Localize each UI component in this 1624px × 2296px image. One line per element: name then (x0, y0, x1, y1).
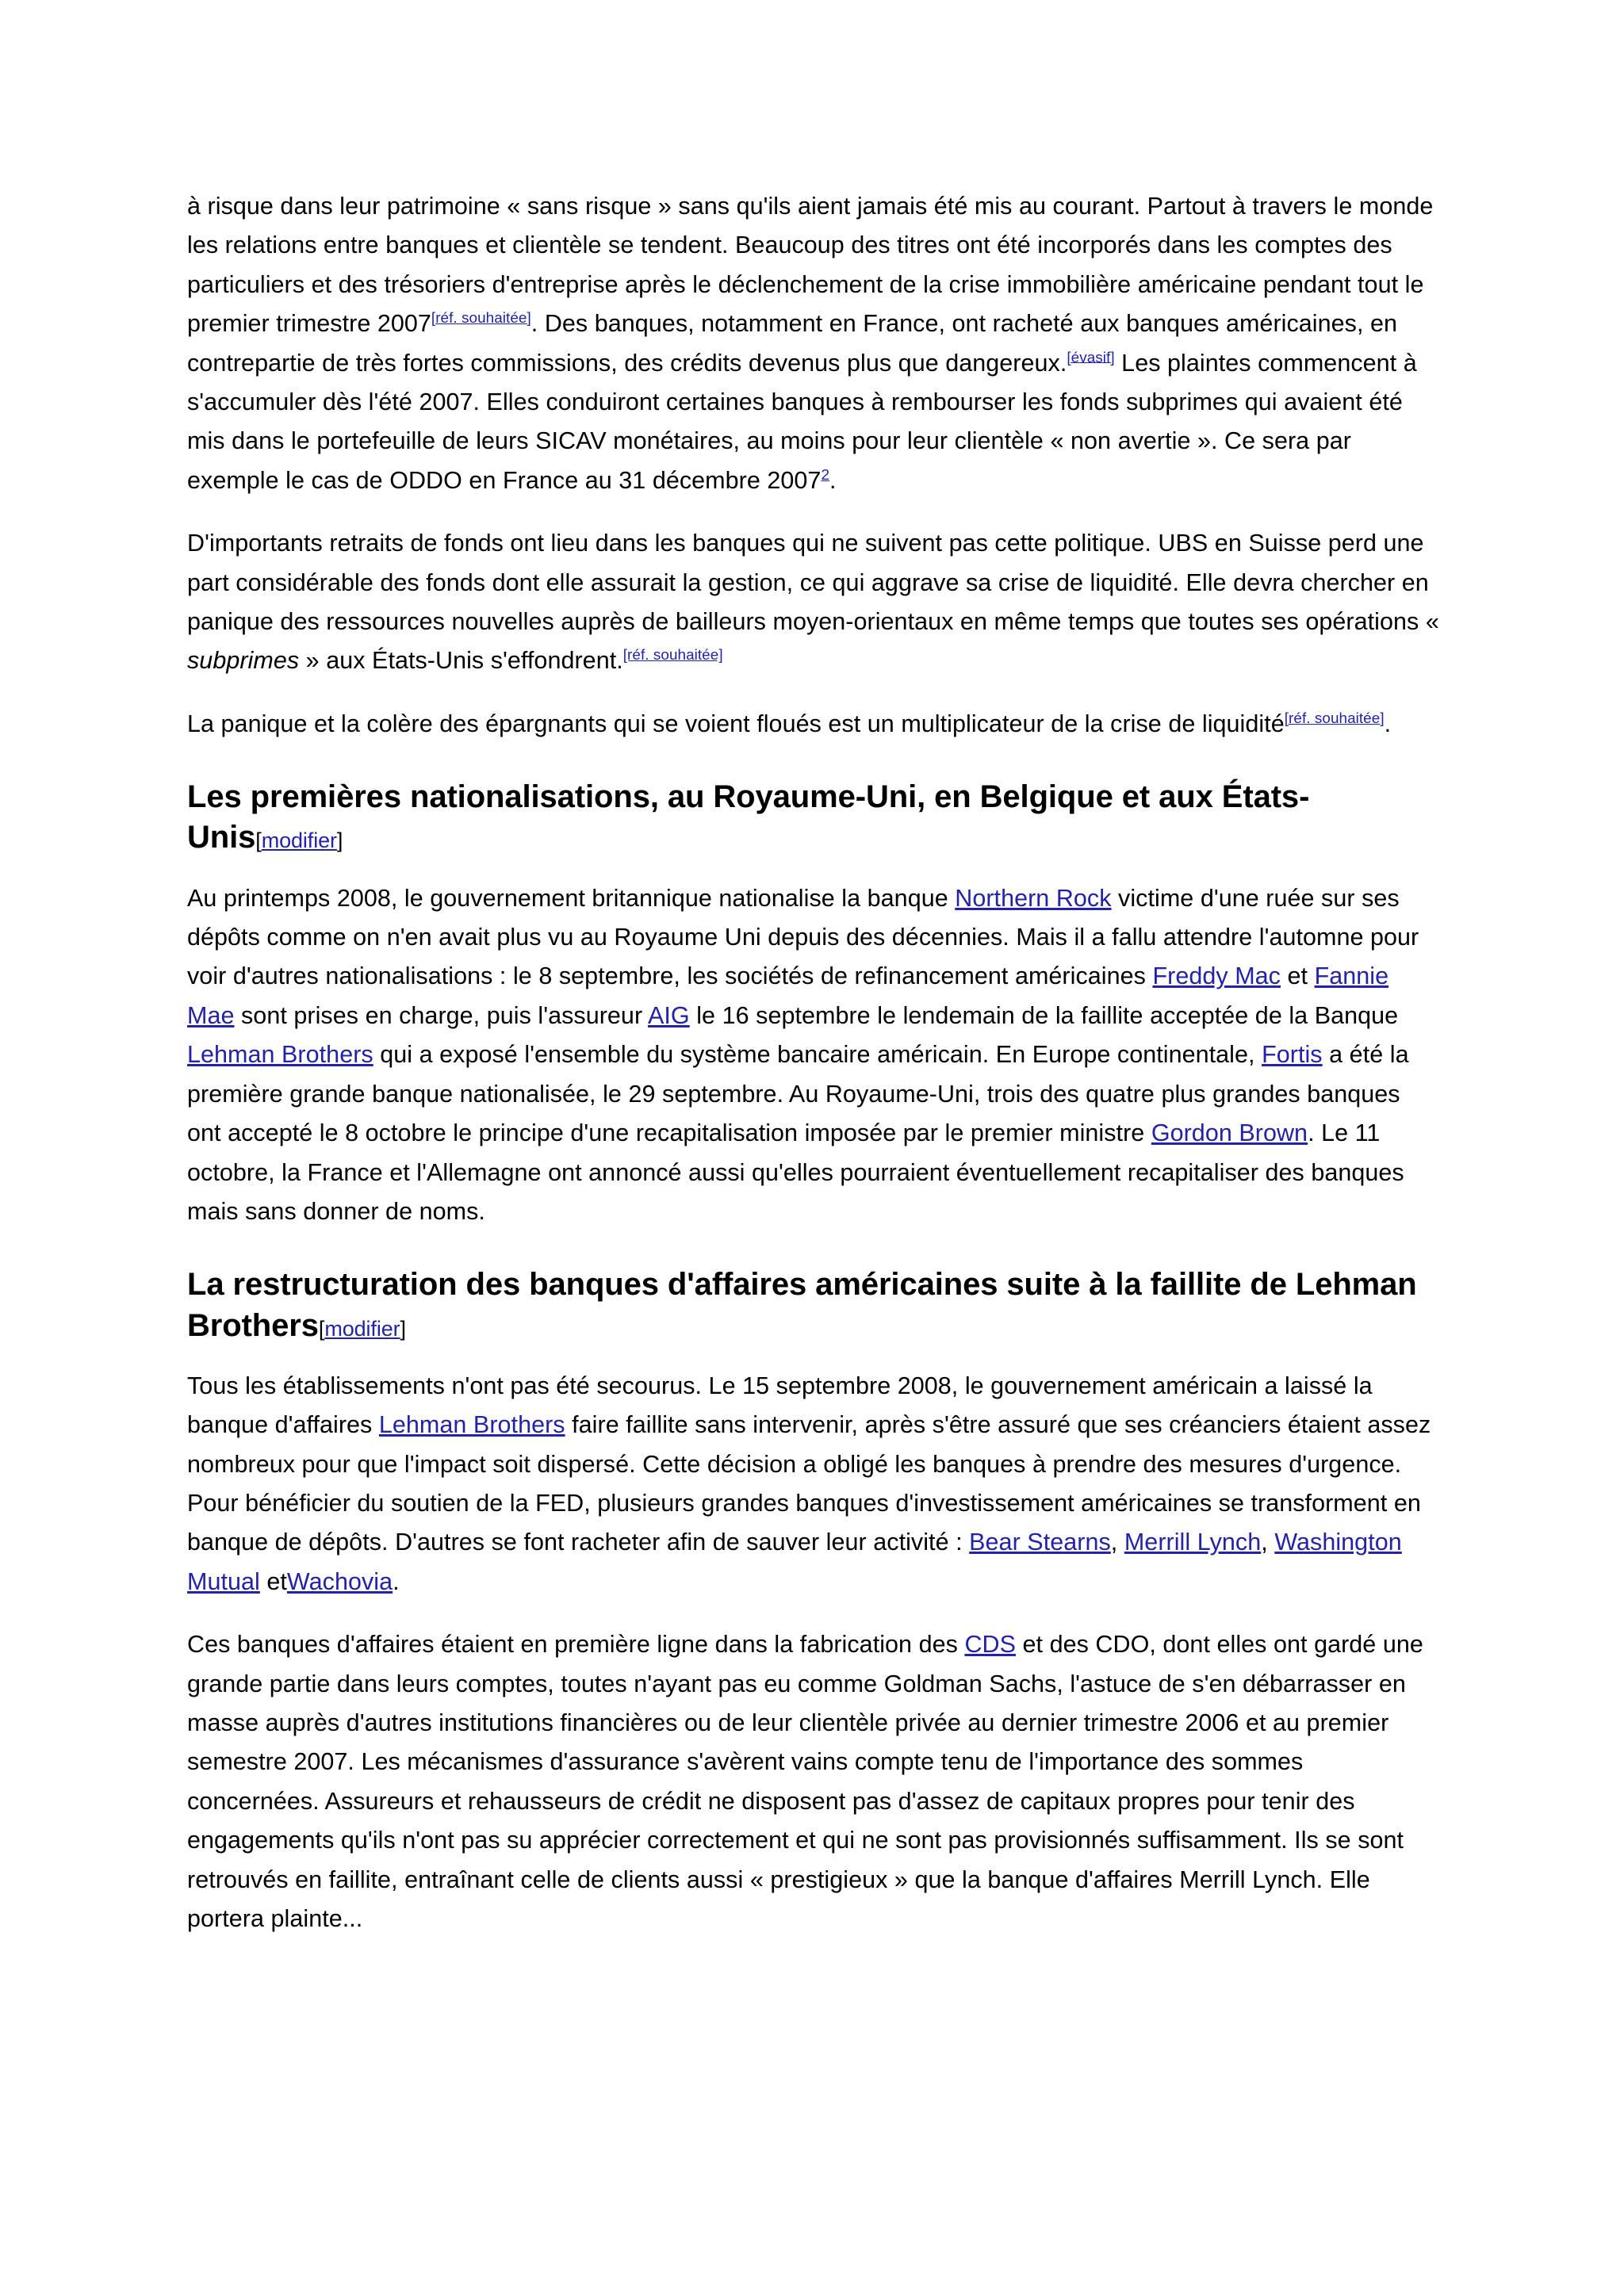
paragraph-4-text-g: a été la première grande banque nationalisée, le 29 septembre. Au Royaume-Uni, trois des quatre plus grandes banques ont accepté le 8 octobre le principe d'une recapitalisation imposée par le premier ministre (187, 1041, 1409, 1147)
paragraph-5-text-d: , (1261, 1529, 1275, 1556)
paragraph-4-text-e: le 16 septembre le lendemain de la faillite acceptée de la Banque (689, 1001, 1399, 1029)
link-fortis[interactable]: Fortis (1262, 1041, 1323, 1069)
link-aig[interactable]: AIG (648, 1001, 690, 1029)
paragraph-3-text-a: La panique et la colère des épargnants qui se voient floués est un multiplicateur de la crise de liquidité (187, 710, 1285, 737)
paragraph-5-text-e: et (259, 1567, 287, 1595)
section-heading-nationalisations-text: Les premières nationalisations, au Royaume-Uni, en Belgique et aux États-Unis (187, 779, 1310, 855)
ref-needed-link-3[interactable]: [réf. souhaitée] (1284, 710, 1385, 727)
paragraph-1-text-c: Les plaintes commencent à s'accumuler dès l'été 2007. Elles conduiront certaines banques à rembourser les fonds subprimes qui avaient été mis dans le portefeuille de leurs SICAV monétaires, au moins pour leur clientèle « non avertie ». Ce sera par exemple le cas de ODDO en France au 31 décembre 2007 (187, 349, 1417, 494)
link-cds[interactable]: CDS (964, 1631, 1016, 1659)
paragraph-5-text-f: . (393, 1567, 400, 1595)
paragraph-2 (187, 524, 1440, 681)
paragraph-2-emphasis: subprimes (187, 647, 300, 675)
edit-bracket-open-2: [ (318, 1316, 325, 1341)
footnote-link-2[interactable]: 2 (821, 466, 830, 484)
article-body (187, 187, 1440, 1938)
ref-needed-superscript-1 (431, 310, 531, 327)
link-freddy-mac[interactable]: Freddy Mac (1152, 962, 1281, 990)
paragraph-2-text-b: » aux États-Unis s'effondrent. (299, 647, 623, 675)
link-lehman-brothers-2[interactable]: Lehman Brothers (378, 1411, 565, 1439)
edit-bracket-close-2: ] (400, 1316, 406, 1341)
section-heading-restructuration-text: La restructuration des banques d'affaires américaines suite à la faillite de Lehman Brothers (187, 1267, 1417, 1343)
edit-section-link-2[interactable]: modifier (324, 1316, 400, 1341)
paragraph-6-text-a: Ces banques d'affaires étaient en première ligne dans la fabrication des (187, 1631, 965, 1659)
edit-bracket-close-1: ] (336, 828, 343, 853)
link-bear-stearns[interactable]: Bear Stearns (969, 1529, 1111, 1556)
ref-needed-link-2[interactable]: [réf. souhaitée] (622, 647, 723, 664)
link-northern-rock[interactable]: Northern Rock (955, 884, 1112, 912)
paragraph-4-text-f: qui a exposé l'ensemble du système bancaire américain. En Europe continentale, (373, 1041, 1262, 1069)
paragraph-4-text-d: sont prises en charge, puis l'assureur (234, 1001, 648, 1029)
link-gordon-brown[interactable]: Gordon Brown (1151, 1119, 1308, 1147)
section-heading-restructuration (187, 1265, 1440, 1345)
paragraph-1-text-a: à risque dans leur patrimoine « sans risque » sans qu'ils aient jamais été mis au courant. Partout à travers le monde les relations entre banques et clientèle se tendent. Beaucoup des titres ont été incorporés dans les comptes des particuliers et des trésoriers d'entreprise après le déclenchement de la crise immobilière américaine pendant tout le premier trimestre 2007 (187, 193, 1434, 338)
link-lehman-brothers-1[interactable]: Lehman Brothers (187, 1041, 373, 1069)
paragraph-5-text-c: , (1110, 1529, 1124, 1556)
section-heading-nationalisations (187, 777, 1440, 858)
paragraph-2-text-a: D'importants retraits de fonds ont lieu dans les banques qui ne suivent pas cette politique. UBS en Suisse perd une part considérable des fonds dont elle assurait la gestion, ce qui aggrave sa crise de liquidité. Elle devra chercher en panique des ressources nouvelles auprès de bailleurs moyen-orientaux en même temps que toutes ses opérations « (187, 530, 1439, 636)
paragraph-4-text-c: et (1280, 962, 1315, 990)
ref-needed-link-1[interactable]: [réf. souhaitée] (431, 310, 531, 327)
paragraph-3 (187, 705, 1440, 744)
ref-needed-superscript-2 (623, 647, 723, 664)
paragraph-6-text-b: et des CDO, dont elles ont gardé une grande partie dans leurs comptes, toutes n'ayant pas eu comme Goldman Sachs, l'astuce de s'en débarrasser en masse auprès d'autres institutions financières ou de leur clientèle privée au dernier trimestre 2006 et au premier semestre 2007. Les mécanismes d'assurance s'avèrent vains compte tenu de l'importance des sommes concernées. Assureurs et rehausseurs de crédit ne disposent pas d'assez de capitaux propres pour tenir des engagements qu'ils n'ont pas su apprécier correctement et qui ne sont pas provisionnés suffisamment. Ils se sont retrouvés en faillite, entraînant celle de clients aussi « prestigieux » que la banque d'affaires Merrill Lynch. Elle portera plainte... (187, 1631, 1423, 1932)
evasive-superscript (1067, 349, 1114, 365)
link-merrill-lynch[interactable]: Merrill Lynch (1124, 1529, 1262, 1556)
evasive-link[interactable]: [évasif] (1067, 349, 1115, 366)
paragraph-3-text-b: . (1384, 710, 1392, 737)
paragraph-1-text-b: . Des banques, notamment en France, ont racheté aux banques américaines, en contrepartie de très fortes commissions, des crédits devenus plus que dangereux. (187, 310, 1398, 377)
footnote-superscript-2 (821, 467, 829, 484)
link-wachovia[interactable]: Wachovia (286, 1567, 393, 1595)
paragraph-4-text-h: . Le 11 octobre, la France et l'Allemagne ont annoncé aussi qu'elles pourraient éventuellement recapitaliser des banques mais sans donner de noms. (187, 1119, 1404, 1225)
paragraph-4-text-b: victime d'une ruée sur ses dépôts comme on n'en avait plus vu au Royaume Uni depuis des décennies. Mais il a fallu attendre l'automne pour voir d'autres nationalisations : le 8 septembre, les sociétés de refinancement américaines (187, 884, 1419, 990)
edit-bracket-open-1: [ (255, 828, 262, 853)
edit-section-link-1[interactable]: modifier (261, 828, 337, 853)
paragraph-1-text-d: . (829, 466, 837, 494)
paragraph-4-text-a: Au printemps 2008, le gouvernement britannique nationalise la banque (187, 884, 956, 912)
ref-needed-superscript-3 (1285, 710, 1385, 727)
paragraph-5-text-b: faire faillite sans intervenir, après s'être assuré que ses créanciers étaient assez nombreux pour que l'impact soit dispersé. Cette décision a obligé les banques à prendre des mesures d'urgence. Pour bénéficier du soutien de la FED, plusieurs grandes banques d'investissement américaines se transforment en banque de dépôts. D'autres se font racheter afin de sauver leur activité : (187, 1411, 1431, 1556)
paragraph-4 (187, 879, 1440, 1232)
paragraph-6 (187, 1625, 1440, 1938)
paragraph-5 (187, 1367, 1440, 1601)
paragraph-1 (187, 187, 1440, 500)
link-fannie-mae[interactable]: Fannie Mae (187, 962, 1389, 1029)
paragraph-5-text-a: Tous les établissements n'ont pas été secourus. Le 15 septembre 2008, le gouvernement américain a laissé la banque d'affaires (187, 1372, 1373, 1439)
link-washington-mutual[interactable]: Washington Mutual (187, 1529, 1402, 1595)
